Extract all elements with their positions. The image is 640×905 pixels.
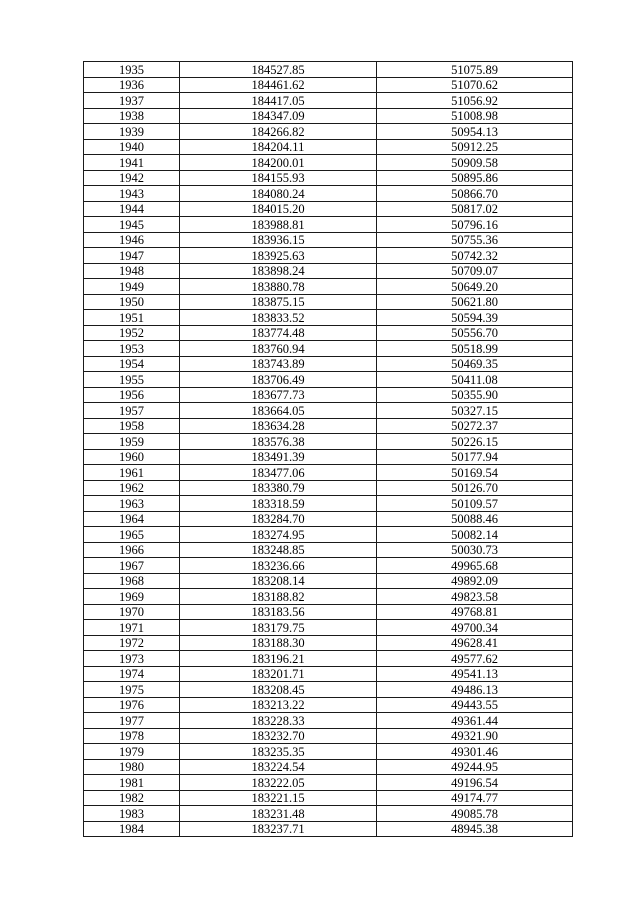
year-cell: 1941 — [84, 155, 180, 171]
table-row — [84, 186, 573, 202]
value-a-cell: 183201.71 — [180, 666, 377, 682]
value-a-cell: 183228.33 — [180, 713, 377, 729]
table-row — [84, 279, 573, 295]
value-a-cell: 183477.06 — [180, 465, 377, 481]
value-a-cell: 184417.05 — [180, 93, 377, 109]
value-b-cell: 50755.36 — [377, 232, 573, 248]
year-cell: 1947 — [84, 248, 180, 264]
year-cell: 1952 — [84, 325, 180, 341]
table-row — [84, 139, 573, 155]
table-row — [84, 465, 573, 481]
value-b-cell: 49823.58 — [377, 589, 573, 605]
data-table — [83, 61, 573, 837]
table-row — [84, 511, 573, 527]
year-cell: 1982 — [84, 790, 180, 806]
table-row — [84, 790, 573, 806]
year-cell: 1957 — [84, 403, 180, 419]
table-row — [84, 449, 573, 465]
year-cell: 1958 — [84, 418, 180, 434]
value-a-cell: 183925.63 — [180, 248, 377, 264]
table-row — [84, 573, 573, 589]
value-b-cell: 49768.81 — [377, 604, 573, 620]
table-row — [84, 542, 573, 558]
value-b-cell: 51070.62 — [377, 77, 573, 93]
value-a-cell: 183248.85 — [180, 542, 377, 558]
value-b-cell: 50866.70 — [377, 186, 573, 202]
value-b-cell: 50469.35 — [377, 356, 573, 372]
table-row — [84, 418, 573, 434]
value-a-cell: 183224.54 — [180, 759, 377, 775]
year-cell: 1935 — [84, 62, 180, 78]
value-a-cell: 183232.70 — [180, 728, 377, 744]
value-a-cell: 184200.01 — [180, 155, 377, 171]
value-a-cell: 183760.94 — [180, 341, 377, 357]
value-b-cell: 50649.20 — [377, 279, 573, 295]
value-b-cell: 49486.13 — [377, 682, 573, 698]
value-a-cell: 183179.75 — [180, 620, 377, 636]
table-row — [84, 589, 573, 605]
value-a-cell: 183936.15 — [180, 232, 377, 248]
table-row — [84, 496, 573, 512]
value-a-cell: 184266.82 — [180, 124, 377, 140]
value-b-cell: 49174.77 — [377, 790, 573, 806]
table-row — [84, 666, 573, 682]
value-b-cell: 50909.58 — [377, 155, 573, 171]
year-cell: 1945 — [84, 217, 180, 233]
value-b-cell: 49443.55 — [377, 697, 573, 713]
value-a-cell: 183634.28 — [180, 418, 377, 434]
value-b-cell: 50030.73 — [377, 542, 573, 558]
value-b-cell: 50411.08 — [377, 372, 573, 388]
table-row — [84, 821, 573, 837]
value-b-cell: 51056.92 — [377, 93, 573, 109]
year-cell: 1939 — [84, 124, 180, 140]
value-b-cell: 50556.70 — [377, 325, 573, 341]
table-row — [84, 310, 573, 326]
table-row — [84, 480, 573, 496]
year-cell: 1969 — [84, 589, 180, 605]
value-a-cell: 183380.79 — [180, 480, 377, 496]
year-cell: 1936 — [84, 77, 180, 93]
table-row — [84, 248, 573, 264]
value-b-cell: 49321.90 — [377, 728, 573, 744]
value-a-cell: 183196.21 — [180, 651, 377, 667]
year-cell: 1943 — [84, 186, 180, 202]
value-b-cell: 49965.68 — [377, 558, 573, 574]
value-a-cell: 183664.05 — [180, 403, 377, 419]
year-cell: 1968 — [84, 573, 180, 589]
value-b-cell: 50709.07 — [377, 263, 573, 279]
value-a-cell: 183236.66 — [180, 558, 377, 574]
value-a-cell: 183875.15 — [180, 294, 377, 310]
value-b-cell: 49541.13 — [377, 666, 573, 682]
table-row — [84, 744, 573, 760]
value-b-cell: 49301.46 — [377, 744, 573, 760]
table-row — [84, 372, 573, 388]
year-cell: 1949 — [84, 279, 180, 295]
table-row — [84, 325, 573, 341]
table-row — [84, 620, 573, 636]
value-a-cell: 183188.30 — [180, 635, 377, 651]
table-row — [84, 806, 573, 822]
value-a-cell: 183898.24 — [180, 263, 377, 279]
year-cell: 1948 — [84, 263, 180, 279]
table-row — [84, 434, 573, 450]
value-b-cell: 50621.80 — [377, 294, 573, 310]
value-b-cell: 50126.70 — [377, 480, 573, 496]
value-a-cell: 183237.71 — [180, 821, 377, 837]
table-row — [84, 387, 573, 403]
value-a-cell: 183231.48 — [180, 806, 377, 822]
year-cell: 1972 — [84, 635, 180, 651]
table-row — [84, 651, 573, 667]
value-b-cell: 50177.94 — [377, 449, 573, 465]
value-b-cell: 49361.44 — [377, 713, 573, 729]
year-cell: 1983 — [84, 806, 180, 822]
table-body — [84, 62, 573, 837]
value-a-cell: 183833.52 — [180, 310, 377, 326]
value-a-cell: 183274.95 — [180, 527, 377, 543]
year-cell: 1954 — [84, 356, 180, 372]
value-a-cell: 184347.09 — [180, 108, 377, 124]
value-b-cell: 50355.90 — [377, 387, 573, 403]
value-b-cell: 51075.89 — [377, 62, 573, 78]
year-cell: 1951 — [84, 310, 180, 326]
value-a-cell: 183188.82 — [180, 589, 377, 605]
value-a-cell: 183284.70 — [180, 511, 377, 527]
year-cell: 1979 — [84, 744, 180, 760]
value-a-cell: 183743.89 — [180, 356, 377, 372]
value-b-cell: 50895.86 — [377, 170, 573, 186]
year-cell: 1963 — [84, 496, 180, 512]
value-b-cell: 50272.37 — [377, 418, 573, 434]
table-row — [84, 697, 573, 713]
value-b-cell: 51008.98 — [377, 108, 573, 124]
year-cell: 1965 — [84, 527, 180, 543]
value-b-cell: 49085.78 — [377, 806, 573, 822]
value-b-cell: 48945.38 — [377, 821, 573, 837]
value-b-cell: 50594.39 — [377, 310, 573, 326]
year-cell: 1937 — [84, 93, 180, 109]
value-a-cell: 183208.45 — [180, 682, 377, 698]
table-row — [84, 775, 573, 791]
value-a-cell: 183774.48 — [180, 325, 377, 341]
value-a-cell: 183183.56 — [180, 604, 377, 620]
value-b-cell: 50912.25 — [377, 139, 573, 155]
year-cell: 1955 — [84, 372, 180, 388]
table-row — [84, 558, 573, 574]
value-a-cell: 184080.24 — [180, 186, 377, 202]
value-a-cell: 184461.62 — [180, 77, 377, 93]
table-row — [84, 124, 573, 140]
value-b-cell: 50109.57 — [377, 496, 573, 512]
year-cell: 1975 — [84, 682, 180, 698]
table-row — [84, 217, 573, 233]
year-cell: 1978 — [84, 728, 180, 744]
value-a-cell: 184155.93 — [180, 170, 377, 186]
value-a-cell: 184015.20 — [180, 201, 377, 217]
table-row — [84, 77, 573, 93]
value-b-cell: 50169.54 — [377, 465, 573, 481]
value-a-cell: 183491.39 — [180, 449, 377, 465]
table-row — [84, 201, 573, 217]
value-b-cell: 49577.62 — [377, 651, 573, 667]
year-cell: 1981 — [84, 775, 180, 791]
value-b-cell: 50082.14 — [377, 527, 573, 543]
table-row — [84, 93, 573, 109]
year-cell: 1970 — [84, 604, 180, 620]
value-b-cell: 49700.34 — [377, 620, 573, 636]
table-row — [84, 682, 573, 698]
value-b-cell: 50954.13 — [377, 124, 573, 140]
value-a-cell: 183880.78 — [180, 279, 377, 295]
table-row — [84, 62, 573, 78]
value-a-cell: 183235.35 — [180, 744, 377, 760]
table-row — [84, 728, 573, 744]
table-row — [84, 263, 573, 279]
table-row — [84, 713, 573, 729]
year-cell: 1938 — [84, 108, 180, 124]
year-cell: 1953 — [84, 341, 180, 357]
value-b-cell: 50088.46 — [377, 511, 573, 527]
table-row — [84, 635, 573, 651]
year-cell: 1946 — [84, 232, 180, 248]
year-cell: 1973 — [84, 651, 180, 667]
year-cell: 1967 — [84, 558, 180, 574]
year-cell: 1961 — [84, 465, 180, 481]
year-cell: 1984 — [84, 821, 180, 837]
year-cell: 1959 — [84, 434, 180, 450]
table-row — [84, 527, 573, 543]
value-a-cell: 183221.15 — [180, 790, 377, 806]
value-a-cell: 183677.73 — [180, 387, 377, 403]
value-b-cell: 50742.32 — [377, 248, 573, 264]
value-a-cell: 184527.85 — [180, 62, 377, 78]
year-cell: 1974 — [84, 666, 180, 682]
table-row — [84, 604, 573, 620]
value-b-cell: 50327.15 — [377, 403, 573, 419]
value-b-cell: 50518.99 — [377, 341, 573, 357]
year-cell: 1976 — [84, 697, 180, 713]
table-row — [84, 294, 573, 310]
value-a-cell: 183208.14 — [180, 573, 377, 589]
value-a-cell: 183576.38 — [180, 434, 377, 450]
table-row — [84, 155, 573, 171]
value-b-cell: 50226.15 — [377, 434, 573, 450]
value-a-cell: 183706.49 — [180, 372, 377, 388]
table-row — [84, 356, 573, 372]
value-a-cell: 183213.22 — [180, 697, 377, 713]
year-cell: 1971 — [84, 620, 180, 636]
year-cell: 1956 — [84, 387, 180, 403]
year-cell: 1944 — [84, 201, 180, 217]
year-cell: 1942 — [84, 170, 180, 186]
year-cell: 1977 — [84, 713, 180, 729]
value-a-cell: 183318.59 — [180, 496, 377, 512]
value-a-cell: 183222.05 — [180, 775, 377, 791]
table-row — [84, 403, 573, 419]
year-cell: 1964 — [84, 511, 180, 527]
table-row — [84, 232, 573, 248]
table-row — [84, 759, 573, 775]
year-cell: 1962 — [84, 480, 180, 496]
value-b-cell: 49628.41 — [377, 635, 573, 651]
value-b-cell: 49244.95 — [377, 759, 573, 775]
year-cell: 1980 — [84, 759, 180, 775]
table-row — [84, 170, 573, 186]
value-b-cell: 50817.02 — [377, 201, 573, 217]
year-cell: 1960 — [84, 449, 180, 465]
year-cell: 1940 — [84, 139, 180, 155]
value-a-cell: 184204.11 — [180, 139, 377, 155]
year-cell: 1950 — [84, 294, 180, 310]
value-a-cell: 183988.81 — [180, 217, 377, 233]
value-b-cell: 49892.09 — [377, 573, 573, 589]
year-cell: 1966 — [84, 542, 180, 558]
table-row — [84, 341, 573, 357]
value-b-cell: 49196.54 — [377, 775, 573, 791]
value-b-cell: 50796.16 — [377, 217, 573, 233]
table-row — [84, 108, 573, 124]
